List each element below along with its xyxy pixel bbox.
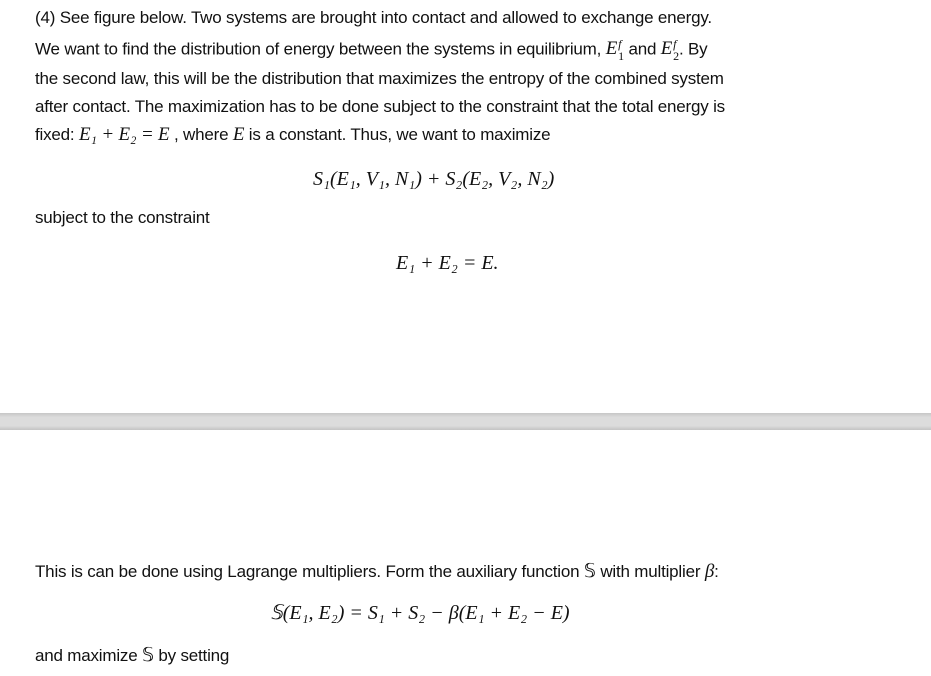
math-e1f (605, 37, 624, 63)
paragraph-maximize (35, 645, 229, 667)
text: fixed: (35, 125, 79, 144)
paragraph-line-3: the second law, this will be the distribution that maximizes the entropy of the combined system (35, 69, 724, 88)
symbol: E (660, 38, 673, 60)
math-constraint: E₁ + E₂ = E (78, 124, 170, 145)
text: with multiplier (595, 562, 705, 581)
text: , where (169, 125, 233, 144)
math-e: E (232, 124, 245, 145)
text: and (623, 39, 661, 59)
text: is a constant. Thus, we want to maximize (244, 125, 551, 144)
equation-constraint: E₁ + E₂ = E. (396, 252, 499, 274)
text: . By (678, 39, 708, 59)
paragraph-line-4: after contact. The maximization has to be done subject to the constraint that the total energy is (35, 97, 725, 116)
equation-entropy-sum: S₁(E₁, V₁, N₁) + S₂(E₂, V₂, N₂) (313, 168, 555, 190)
paragraph-line-2 (35, 38, 707, 62)
math-beta: β (704, 561, 715, 582)
text: by setting (153, 646, 230, 665)
text: : (714, 562, 719, 581)
text: This is can be done using Lagrange multipliers. Form the auxiliary function (35, 562, 584, 581)
math-e2f (660, 37, 679, 63)
paragraph-line-5 (35, 124, 550, 146)
page-separator (0, 413, 931, 430)
text: and maximize (35, 646, 142, 665)
subject-text: subject to the constraint (35, 208, 210, 227)
superscript: f (618, 37, 622, 51)
math-aux-s: 𝕊 (583, 561, 596, 582)
subscript: 1 (618, 49, 624, 63)
symbol: E (605, 38, 618, 60)
paragraph-line-1: (4) See figure below. Two systems are brought into contact and allowed to exchange energy. (35, 8, 712, 27)
math-aux-s: 𝕊 (142, 645, 154, 666)
text: We want to find the distribution of energy between the systems in equilibrium, (35, 39, 606, 59)
superscript: f (673, 37, 677, 51)
paragraph-lagrange (35, 561, 719, 583)
subscript: 2 (673, 49, 679, 63)
equation-auxiliary: 𝕊(E₁, E₂) = S₁ + S₂ − β(E₁ + E₂ − E) (270, 602, 570, 624)
